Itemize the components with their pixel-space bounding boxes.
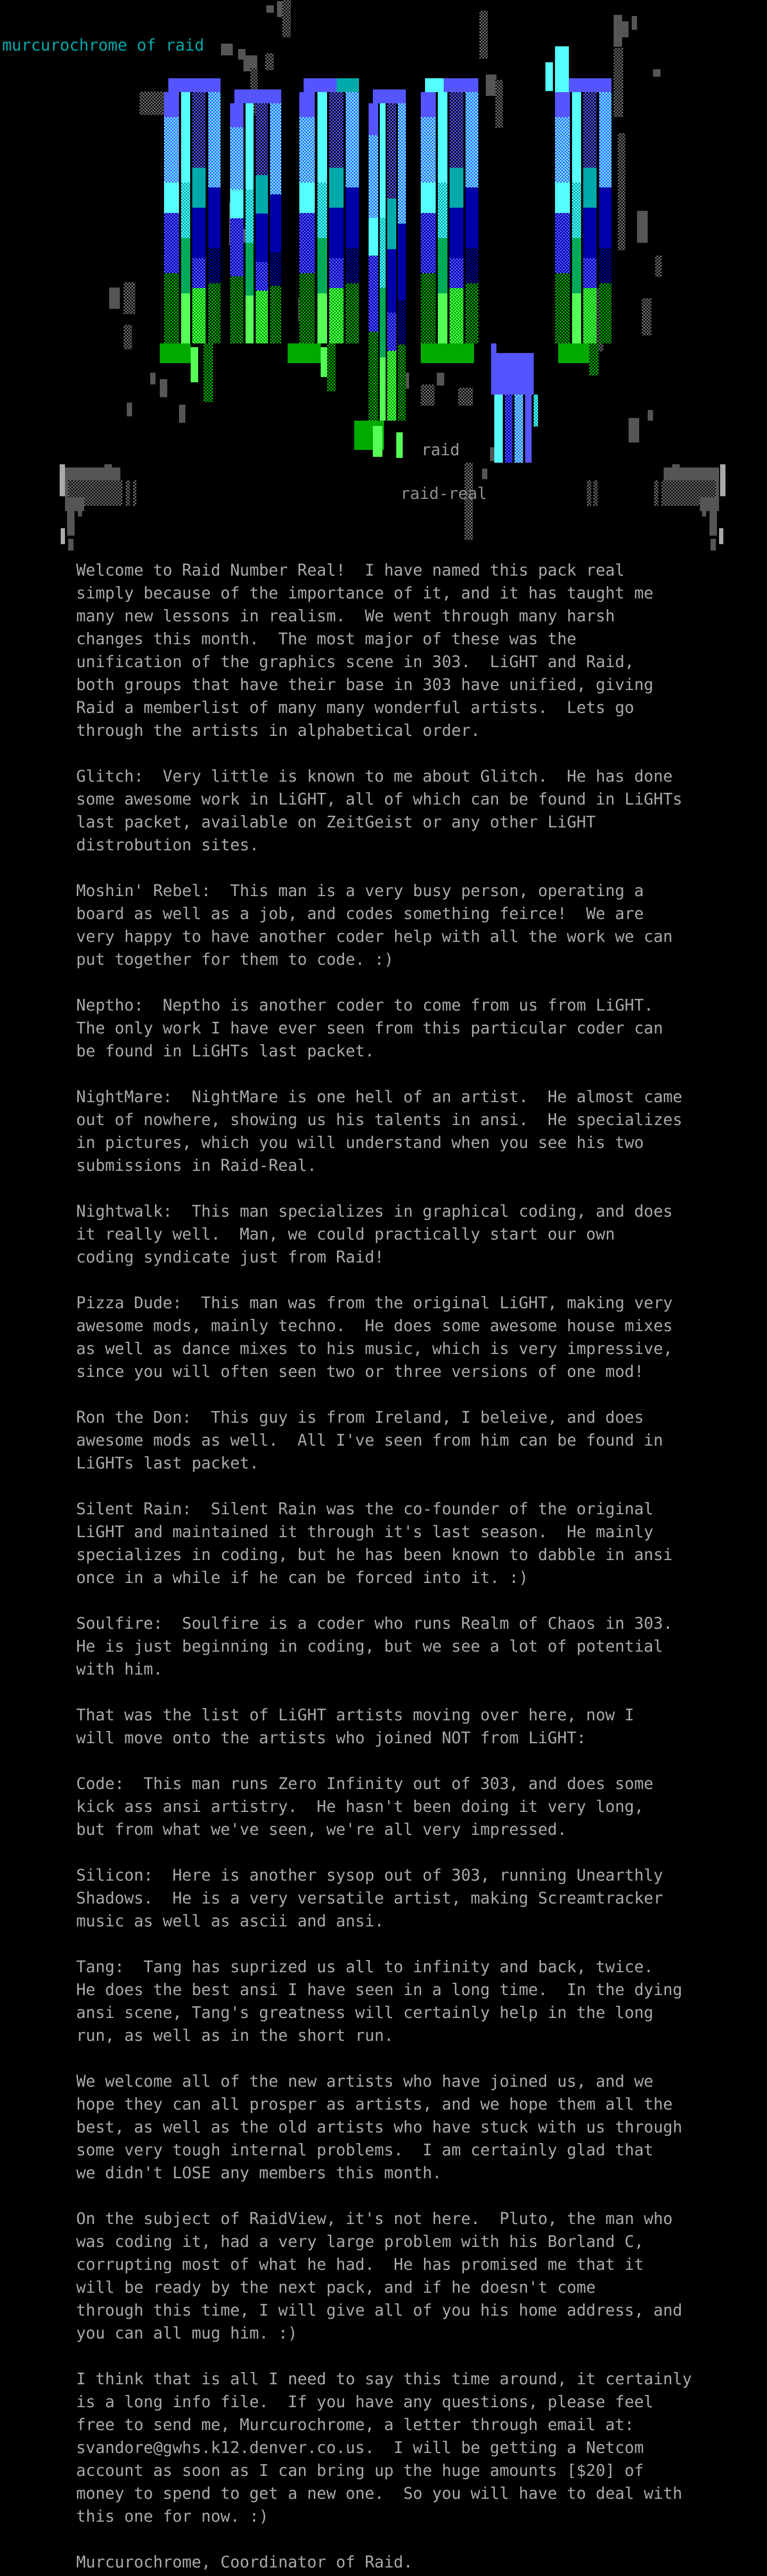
- text-line: ansi scene, Tang's greatness will certainly help in the long: [76, 2004, 654, 2022]
- logo-stripe-segment: [369, 218, 378, 256]
- logo-scatter-block: [150, 373, 156, 384]
- text-paragraph: [76, 2368, 692, 2528]
- logo-stripe-segment: [329, 288, 344, 343]
- logo-stripe-segment: [317, 92, 327, 183]
- logo-stripe-segment: [230, 127, 243, 190]
- logo-stripe-segment: [317, 238, 327, 293]
- logo-scatter-block: [629, 418, 639, 442]
- logo-stripe-segment: [256, 175, 268, 214]
- text-line: Tang: Tang has suprized us all to infinity and back, twice.: [76, 1958, 654, 1976]
- text-line: it really well. Man, we could practically start our own: [76, 1225, 615, 1244]
- banner-block: [78, 506, 82, 516]
- logo-stripe-segment: [421, 213, 436, 273]
- logo-stripe-segment: [164, 117, 179, 183]
- logo-scatter-block: [642, 298, 651, 335]
- logo-scatter-block: [282, 0, 291, 37]
- text-paragraph: [76, 1498, 692, 1589]
- logo-stripe-segment: [438, 293, 447, 343]
- logo-stripe-segment: [387, 249, 396, 313]
- logo-stripe-segment: [380, 218, 386, 288]
- logo-stripe-segment: [555, 92, 570, 117]
- logo-stripe-segment: [583, 288, 597, 343]
- logo-scatter-block: [179, 405, 185, 423]
- text-line: Pizza Dude: This man was from the original LiGHT, making very: [76, 1294, 673, 1312]
- logo-scatter-block: [266, 5, 274, 13]
- logo-stripe-segment: [270, 252, 281, 286]
- logo-stripe-segment: [380, 288, 386, 357]
- text-paragraph: [76, 2551, 692, 2574]
- logo-stripe-segment: [369, 256, 378, 332]
- logo-scatter-block: [221, 44, 233, 55]
- logo-stripe-segment: [270, 286, 281, 343]
- text-line: was coding it, had a very large problem with his Borland C,: [76, 2233, 644, 2251]
- logo-stripe-segment: [346, 283, 359, 343]
- text-paragraph: [76, 1406, 692, 1475]
- logo-block: [505, 395, 512, 463]
- text-line: Code: This man runs Zero Infinity out of 303, and does some: [76, 1775, 654, 1793]
- banner-block: [672, 464, 680, 471]
- logo-stripe-segment: [438, 92, 447, 183]
- logo-scatter-block: [124, 325, 132, 349]
- logo-stripe-segment: [192, 168, 206, 208]
- logo-cap: [304, 78, 337, 92]
- text-line: through the artists in alphabetical order.: [76, 721, 480, 740]
- logo-foot-block: [203, 343, 213, 402]
- text-paragraph: [76, 1086, 692, 1177]
- text-line: this one for now. :): [76, 2507, 269, 2526]
- text-paragraph: [76, 994, 692, 1063]
- banner-block: [711, 539, 716, 551]
- banner-block: [720, 464, 725, 496]
- text-paragraph: [76, 1612, 692, 1681]
- logo-stripe-segment: [181, 183, 190, 238]
- logo-stripe-segment: [599, 187, 611, 248]
- text-paragraph: [76, 1292, 692, 1383]
- logo-stripe-segment: [256, 214, 268, 261]
- text-line: put together for them to code. :): [76, 950, 394, 969]
- banner-block: [702, 506, 706, 516]
- text-line: I think that is all I need to say this time around, it certainly: [76, 2370, 692, 2389]
- logo-stripe-segment: [398, 300, 406, 344]
- logo-stripe-segment: [246, 296, 254, 343]
- logo-stripe-segment: [398, 344, 406, 421]
- logo-cap: [569, 78, 611, 92]
- logo-scatter-block: [648, 410, 653, 421]
- text-paragraph: [76, 1704, 692, 1750]
- text-line: we didn't LOSE any members this month.: [76, 2164, 442, 2183]
- text-line: On the subject of RaidView, it's not here. Pluto, the man who: [76, 2210, 673, 2228]
- text-line: distrobution sites.: [76, 836, 259, 855]
- logo-stripe-segment: [466, 248, 478, 283]
- text-line: He does the best ansi I have seen in a long time. In the dying: [76, 1981, 682, 1999]
- body-text: [76, 559, 692, 2576]
- text-line: but from what we've seen, we're all very impressed.: [76, 1820, 567, 1839]
- text-line: some very tough internal problems. I am certainly glad that: [76, 2141, 654, 2160]
- text-paragraph: [76, 1956, 692, 2047]
- logo-stripe-segment: [192, 208, 206, 258]
- logo-foot-block: [191, 347, 198, 382]
- logo-stripe-segment: [450, 92, 463, 168]
- text-line: since you will often seen two or three versions of one mod!: [76, 1363, 644, 1381]
- logo-block: [534, 395, 538, 426]
- logo-foot-block: [160, 343, 191, 363]
- text-paragraph: [76, 765, 692, 857]
- logo-scatter-block: [127, 403, 132, 416]
- text-line: awesome mods, mainly techno. He does some awesome house mixes: [76, 1317, 673, 1335]
- logo-stripe-segment: [387, 351, 396, 421]
- text-line: That was the list of LiGHT artists moving over here, now I: [76, 1706, 634, 1725]
- logo-block: [525, 395, 532, 463]
- text-line: Soulfire: Soulfire is a coder who runs Realm of Chaos in 303.: [76, 1614, 673, 1633]
- text-line: LiGHT and maintained it through it's last season. He mainly: [76, 1523, 654, 1541]
- logo-stripe-segment: [329, 208, 344, 258]
- text-line: hope they can all prosper as artists, and we hope them all the: [76, 2095, 673, 2114]
- text-line: money to spend to get a new one. So you will have to deal with: [76, 2484, 682, 2503]
- text-line: We welcome all of the new artists who have joined us, and we: [76, 2072, 654, 2091]
- text-line: Shadows. He is a very versatile artist, making Screamtracker: [76, 1889, 663, 1908]
- logo-stripe-segment: [346, 187, 359, 248]
- logo-cap: [373, 89, 406, 103]
- text-line: you can all mug him. :): [76, 2324, 298, 2343]
- logo-stripe-segment: [380, 357, 386, 421]
- text-line: Silicon: Here is another sysop out of 303, running Unearthly: [76, 1866, 663, 1885]
- logo-stripe-segment: [369, 103, 378, 135]
- logo-scatter-block: [614, 15, 622, 47]
- text-line: both groups that have their base in 303 have unified, giving: [76, 676, 654, 694]
- logo-foot-block: [288, 343, 321, 363]
- logo-stripe-segment: [450, 168, 463, 208]
- logo-stripe-segment: [181, 293, 190, 343]
- logo-stripe-segment: [466, 187, 478, 248]
- logo-stripe-segment: [380, 103, 386, 218]
- text-line: out of nowhere, showing us his talents in ansi. He specializes: [76, 1111, 682, 1129]
- logo-stripe-segment: [230, 218, 243, 276]
- logo-scatter-block: [437, 373, 444, 385]
- logo-foot-block: [327, 343, 336, 391]
- text-paragraph: [76, 1773, 692, 1841]
- logo-stripe-segment: [230, 103, 243, 127]
- text-line: Raid a memberlist of many many wonderful artists. Lets go: [76, 699, 634, 717]
- text-line: very happy to have another coder help with all the work we can: [76, 928, 673, 946]
- logo-cap: [337, 78, 359, 92]
- logo-block: [494, 395, 503, 463]
- logo-scatter-block: [655, 256, 662, 277]
- text-line: is a long info file. If you have any questions, please feel: [76, 2393, 654, 2411]
- logo-stripe-segment: [583, 168, 597, 208]
- logo-stripe-segment: [246, 190, 254, 242]
- logo-stripe-segment: [387, 313, 396, 351]
- logo-stripe-segment: [555, 213, 570, 273]
- logo-stripe-segment: [208, 92, 221, 187]
- logo-stripe-segment: [572, 238, 581, 293]
- text-line: unification of the graphics scene in 303. LiGHT and Raid,: [76, 653, 634, 671]
- text-line: simply because of the importance of it, and it has taught me: [76, 584, 654, 603]
- logo-stripe-segment: [369, 135, 378, 218]
- logo-stripe-segment: [181, 92, 190, 183]
- logo-stripe-segment: [572, 92, 581, 183]
- logo-stripe-segment: [208, 248, 221, 283]
- logo-foot-block: [396, 432, 403, 458]
- banner-block: [126, 480, 130, 506]
- logo-foot-block: [421, 343, 474, 363]
- text-line: free to send me, Murcurochrome, a letter through email at:: [76, 2416, 634, 2434]
- logo-stripe-segment: [387, 199, 396, 249]
- banner-block: [61, 528, 65, 544]
- text-paragraph: [76, 559, 692, 742]
- logo-stripe-segment: [270, 103, 281, 194]
- logo-stripe-segment: [450, 208, 463, 258]
- logo-stripe-segment: [555, 183, 570, 213]
- text-paragraph: [76, 880, 692, 971]
- logo-stripe-segment: [256, 291, 268, 343]
- logo-stripe-segment: [599, 283, 611, 343]
- text-line: submissions in Raid-Real.: [76, 1156, 317, 1175]
- banner-block: [709, 511, 717, 536]
- banner-block: [104, 464, 112, 471]
- logo-stripe-segment: [192, 258, 206, 289]
- logo-stripe-segment: [164, 213, 179, 273]
- logo-stripe-segment: [346, 248, 359, 283]
- logo-stripe-segment: [369, 332, 378, 421]
- logo-scatter-block: [618, 133, 625, 250]
- text-line: in pictures, which you will understand when you see his two: [76, 1134, 644, 1152]
- logo-stripe-segment: [346, 92, 359, 187]
- text-line: some awesome work in LiGHT, all of which can be found in LiGHTs: [76, 790, 682, 809]
- text-line: Nightwalk: This man specializes in graphical coding, and does: [76, 1202, 673, 1221]
- text-line: awesome mods as well. All I've seen from him can be found in: [76, 1431, 663, 1450]
- logo-block: [491, 343, 496, 353]
- logo-stripe-segment: [438, 238, 447, 293]
- logo-stripe-segment: [555, 117, 570, 183]
- logo-stripe-segment: [398, 103, 406, 224]
- logo-foot-block: [589, 343, 599, 375]
- text-line: He is just beginning in coding, but we see a lot of potential: [76, 1637, 663, 1656]
- banner-block: [67, 511, 75, 536]
- logo-stripe-segment: [256, 262, 268, 291]
- logo-stripe-segment: [572, 183, 581, 238]
- logo-stripe-segment: [246, 243, 254, 296]
- logo-stripe-segment: [256, 103, 268, 175]
- logo-stripe-segment: [299, 183, 315, 213]
- logo-stripe-segment: [299, 92, 315, 117]
- logo-stripe-segment: [164, 92, 179, 117]
- logo-stripe-segment: [555, 273, 570, 343]
- logo-cap: [234, 89, 281, 103]
- logo-stripe-segment: [181, 238, 190, 293]
- logo-stripe-segment: [192, 92, 206, 168]
- text-line: The only work I have ever seen from this particular coder can: [76, 1019, 663, 1038]
- banner-block: [587, 480, 591, 506]
- logo-cap: [444, 78, 478, 92]
- logo-scatter-block: [160, 379, 167, 397]
- logo-stripe-segment: [583, 208, 597, 258]
- logo-block: [515, 395, 523, 463]
- logo-stripe-segment: [421, 92, 436, 117]
- logo-stripe-segment: [466, 283, 478, 343]
- logo-foot-block: [373, 426, 382, 457]
- text-line: specializes in coding, but he has been known to dabble in ansi: [76, 1546, 673, 1564]
- text-line: Silent Rain: Silent Rain was the co-founder of the original: [76, 1500, 654, 1519]
- text-line: be found in LiGHTs last packet.: [76, 1042, 374, 1061]
- logo-scatter-block: [124, 282, 135, 314]
- logo-stripe-segment: [466, 92, 478, 187]
- text-line: changes this month. The most major of these was the: [76, 630, 577, 649]
- text-line: as well as dance mixes to his music, which is very impressive,: [76, 1340, 673, 1358]
- text-paragraph: [76, 2070, 692, 2185]
- logo-scatter-block: [109, 288, 120, 309]
- logo-stripe-segment: [583, 258, 597, 289]
- logo-cap: [168, 78, 221, 92]
- text-line: coding syndicate just from Raid!: [76, 1248, 384, 1267]
- logo-stripe-segment: [299, 213, 315, 273]
- text-paragraph: [76, 1864, 692, 1933]
- logo-stripe-segment: [230, 190, 243, 218]
- text-line: through this time, I will give all of you his home address, and: [76, 2301, 682, 2320]
- text-line: NightMare: NightMare is one hell of an artist. He almost came: [76, 1088, 682, 1106]
- logo-stripe-segment: [599, 248, 611, 283]
- logo-stripe-segment: [329, 92, 344, 168]
- text-line: Murcurochrome, Coordinator of Raid.: [76, 2553, 413, 2572]
- logo-stripe-segment: [270, 194, 281, 252]
- text-line: with him.: [76, 1660, 163, 1679]
- text-line: Moshin' Rebel: This man is a very busy person, operating a: [76, 882, 644, 900]
- logo-block: [482, 469, 487, 479]
- logo-stripe-segment: [599, 92, 611, 187]
- text-line: best, as well as the old artists who have stuck with us through: [76, 2118, 682, 2137]
- text-line: account as soon as I can bring up the huge amounts [$20] of: [76, 2462, 644, 2480]
- logo-stripe-segment: [317, 293, 327, 343]
- text-line: board as well as a job, and codes something feirce! We are: [76, 905, 644, 923]
- logo-scatter-block: [421, 384, 435, 406]
- logo-stripe-segment: [329, 168, 344, 208]
- logo-scatter-block: [140, 92, 167, 115]
- text-line: LiGHTs last packet.: [76, 1454, 259, 1473]
- logo-scatter-block: [495, 80, 503, 128]
- text-line: Ron the Don: This guy is from Ireland, I beleive, and does: [76, 1408, 644, 1427]
- text-line: last packet, available on ZeitGeist or any other LiGHT: [76, 813, 596, 832]
- text-line: many new lessons in realism. We went through many harsh: [76, 607, 615, 626]
- banner-block: [593, 480, 598, 506]
- logo-stripe-segment: [583, 92, 597, 168]
- logo-scatter-block: [486, 75, 496, 96]
- text-paragraph: [76, 2208, 692, 2345]
- logo-scatter-block: [653, 69, 660, 77]
- logo-block: [491, 353, 534, 395]
- logo-stripe-segment: [572, 293, 581, 343]
- logo-foot-block: [558, 343, 589, 363]
- logo-stripe-segment: [421, 183, 436, 213]
- logo-cap: [425, 78, 444, 92]
- text-line: music as well as ascii and ansi.: [76, 1912, 384, 1931]
- text-line: Glitch: Very little is known to me about Glitch. He has done: [76, 767, 673, 786]
- logo-stripe-segment: [246, 103, 254, 190]
- logo-stripe-segment: [398, 224, 406, 300]
- logo-stripe-segment: [387, 103, 396, 199]
- logo-stripe-segment: [438, 183, 447, 238]
- logo-stripe-segment: [208, 283, 221, 343]
- text-line: will move onto the artists who joined NOT from LiGHT:: [76, 1729, 586, 1748]
- logo-stripe-segment: [317, 183, 327, 238]
- banner-label: raid-real: [400, 485, 487, 503]
- logo-scatter-block: [265, 53, 274, 70]
- text-line: will be ready by the next pack, and if he doesn't come: [76, 2278, 596, 2297]
- logo-stripe-segment: [329, 258, 344, 289]
- logo-stripe-segment: [208, 187, 221, 248]
- text-paragraph: [76, 1200, 692, 1269]
- logo-stripe-segment: [299, 117, 315, 183]
- logo-stripe-segment: [192, 288, 206, 343]
- text-line: kick ass ansi artistry. He hasn't been doing it very long,: [76, 1798, 644, 1816]
- text-line: Welcome to Raid Number Real! I have named this pack real: [76, 561, 625, 580]
- text-line: once in a while if he can be forced into it. :): [76, 1569, 528, 1587]
- banner-block: [719, 528, 723, 544]
- logo-scatter-block: [637, 211, 648, 243]
- logo-stripe-segment: [450, 258, 463, 289]
- logo-scatter-block: [479, 11, 488, 59]
- text-line: Neptho: Neptho is another coder to come from us from LiGHT.: [76, 996, 654, 1015]
- logo-stripe-segment: [164, 273, 179, 343]
- banner-block: [68, 539, 74, 551]
- text-line: corrupting most of what he had. He has promised me that it: [76, 2255, 644, 2274]
- logo-stripe-segment: [421, 117, 436, 183]
- logo-stripe-segment: [230, 276, 243, 343]
- logo-scatter-block: [614, 48, 623, 117]
- banner-block: [133, 480, 136, 506]
- page-title: murcurochrome of raid: [2, 36, 205, 55]
- text-line: svandore@gwhs.k12.denver.co.us. I will be getting a Netcom: [76, 2439, 644, 2457]
- text-line: run, as well as in the short run.: [76, 2027, 394, 2045]
- banner-block: [60, 464, 65, 496]
- logo-caption: raid: [421, 441, 460, 460]
- logo-scatter-block: [458, 388, 473, 406]
- logo-stripe-segment: [164, 183, 179, 213]
- banner-block: [654, 480, 658, 506]
- logo-stripe-segment: [421, 273, 436, 343]
- logo-stripe-segment: [450, 288, 463, 343]
- logo-stripe-segment: [299, 273, 315, 343]
- logo-scatter-block: [632, 16, 637, 30]
- logo-cap: [545, 62, 553, 91]
- logo-scatter-block: [622, 21, 629, 37]
